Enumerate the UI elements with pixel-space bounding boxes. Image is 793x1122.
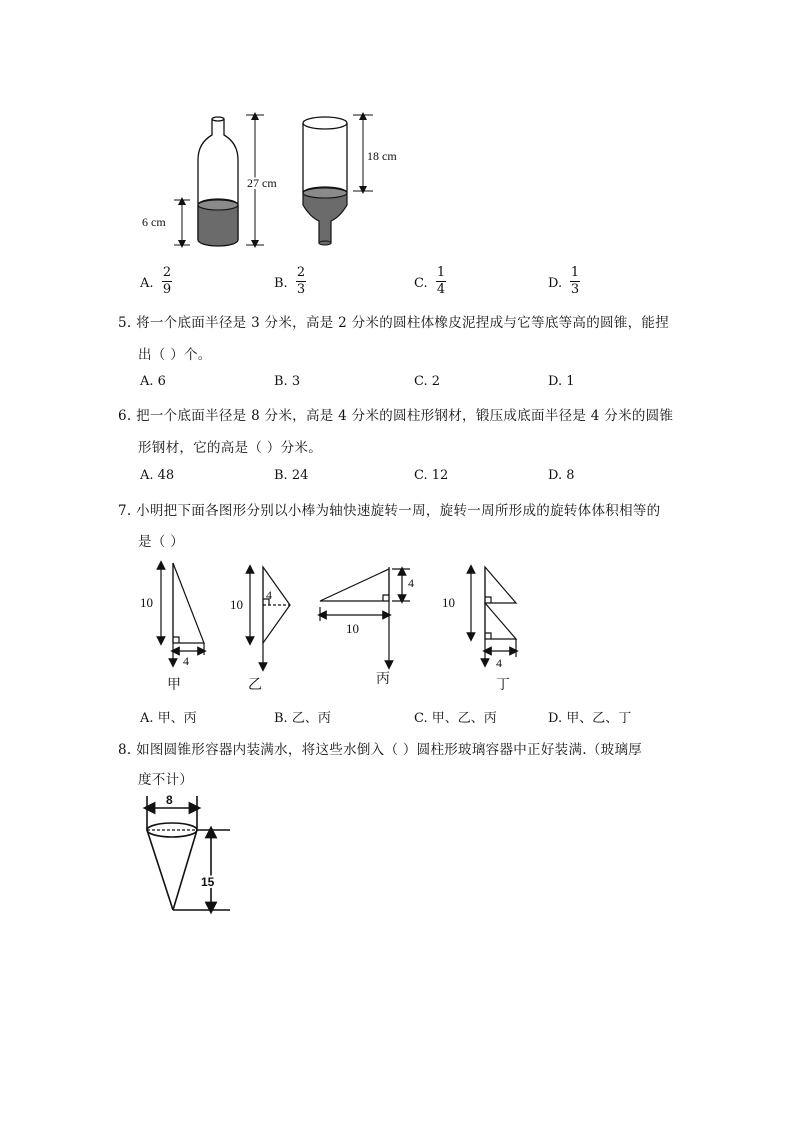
figure-bing bbox=[320, 567, 410, 665]
q4-option-d-num: 1 bbox=[570, 265, 580, 280]
q6-text-line2: 形钢材，它的高是（ ）分米。 bbox=[138, 440, 322, 456]
yi-name: 乙 bbox=[248, 678, 262, 693]
figure-ding bbox=[471, 567, 516, 663]
q7-option-c[interactable]: C. 甲、乙、丙 bbox=[414, 711, 497, 726]
q5-option-d[interactable]: D. 1 bbox=[548, 374, 575, 389]
inverted-bottle bbox=[303, 117, 347, 193]
q5-text-line1: 5. 将一个底面半径是 3 分米，高是 2 分米的圆柱体橡皮泥捏成与它等底等高的圆锥，能捏 bbox=[118, 315, 670, 331]
q4-option-a-num: 2 bbox=[162, 265, 172, 280]
q4-option-b-fraction[interactable] bbox=[296, 266, 306, 297]
cone-figure bbox=[135, 790, 255, 920]
q4-option-b-num: 2 bbox=[296, 265, 306, 280]
inverted-height-label: 18 cm bbox=[367, 149, 397, 163]
q7-option-a[interactable]: A. 甲、丙 bbox=[140, 711, 197, 726]
q4-option-c-den: 4 bbox=[436, 282, 446, 297]
q4-option-d-letter[interactable]: D. bbox=[548, 276, 563, 291]
q7-option-b[interactable]: B. 乙、丙 bbox=[274, 711, 331, 726]
q4-option-c-letter[interactable]: C. bbox=[414, 276, 428, 291]
figure-yi bbox=[250, 567, 290, 667]
bottle-height-label: 27 cm bbox=[247, 176, 277, 190]
q4-option-d-den: 3 bbox=[570, 282, 580, 297]
q5-option-c[interactable]: C. 2 bbox=[414, 374, 441, 389]
jia-base-label: 4 bbox=[183, 654, 189, 668]
q6-option-a[interactable]: A. 48 bbox=[140, 468, 175, 483]
ding-base-label: 4 bbox=[496, 656, 502, 670]
bing-height-label: 4 bbox=[408, 576, 414, 590]
q4-option-c-fraction[interactable] bbox=[436, 266, 446, 297]
q5-option-b[interactable]: B. 3 bbox=[274, 374, 301, 389]
cone-diameter-label: 8 bbox=[166, 793, 173, 807]
q7-option-d[interactable]: D. 甲、乙、丁 bbox=[548, 711, 632, 726]
ding-name: 丁 bbox=[496, 678, 510, 693]
bing-name: 丙 bbox=[376, 672, 390, 687]
q5-text-line2: 出（ ）个。 bbox=[138, 347, 212, 363]
q4-option-a-fraction[interactable] bbox=[162, 266, 172, 297]
figure-jia bbox=[161, 563, 204, 663]
jia-name: 甲 bbox=[167, 678, 181, 693]
rotation-figures bbox=[130, 555, 550, 695]
q8-text-line2: 度不计） bbox=[138, 772, 194, 788]
cone-height-label: 15 bbox=[201, 875, 215, 889]
q6-text-line1: 6. 把一个底面半径是 8 分米，高是 4 分米的圆柱形钢材，锻压成底面半径是 4 分米的圆锥 bbox=[118, 408, 674, 424]
q4-option-d-fraction[interactable] bbox=[570, 266, 580, 297]
yi-width-label: 4 bbox=[266, 588, 272, 602]
q8-text-line1: 8. 如图圆锥形容器内装满水，将这些水倒入（ ）圆柱形玻璃容器中正好装满.（玻璃厚 bbox=[118, 742, 643, 758]
q4-option-a-letter[interactable]: A. bbox=[140, 276, 154, 291]
q4-option-c-num: 1 bbox=[436, 265, 446, 280]
q7-text-line2: 是（ ） bbox=[138, 534, 184, 550]
q6-option-d[interactable]: D. 8 bbox=[548, 468, 575, 483]
bing-base-label: 10 bbox=[346, 621, 359, 636]
q6-option-c[interactable]: C. 12 bbox=[414, 468, 449, 483]
q4-option-a-den: 9 bbox=[162, 282, 172, 297]
q4-option-b-den: 3 bbox=[296, 282, 306, 297]
bottle-figure bbox=[130, 105, 430, 255]
jia-height-label: 10 bbox=[140, 595, 153, 610]
yi-height-label: 10 bbox=[230, 597, 243, 612]
q4-option-b-letter[interactable]: B. bbox=[274, 276, 288, 291]
q7-text-line1: 7. 小明把下面各图形分别以小棒为轴快速旋转一周，旋转一周所形成的旋转体体积相等的 bbox=[118, 503, 661, 519]
ding-height-label: 10 bbox=[442, 595, 455, 610]
water-height-label: 6 cm bbox=[142, 215, 166, 229]
q6-option-b[interactable]: B. 24 bbox=[274, 468, 309, 483]
q5-option-a[interactable]: A. 6 bbox=[140, 374, 166, 389]
